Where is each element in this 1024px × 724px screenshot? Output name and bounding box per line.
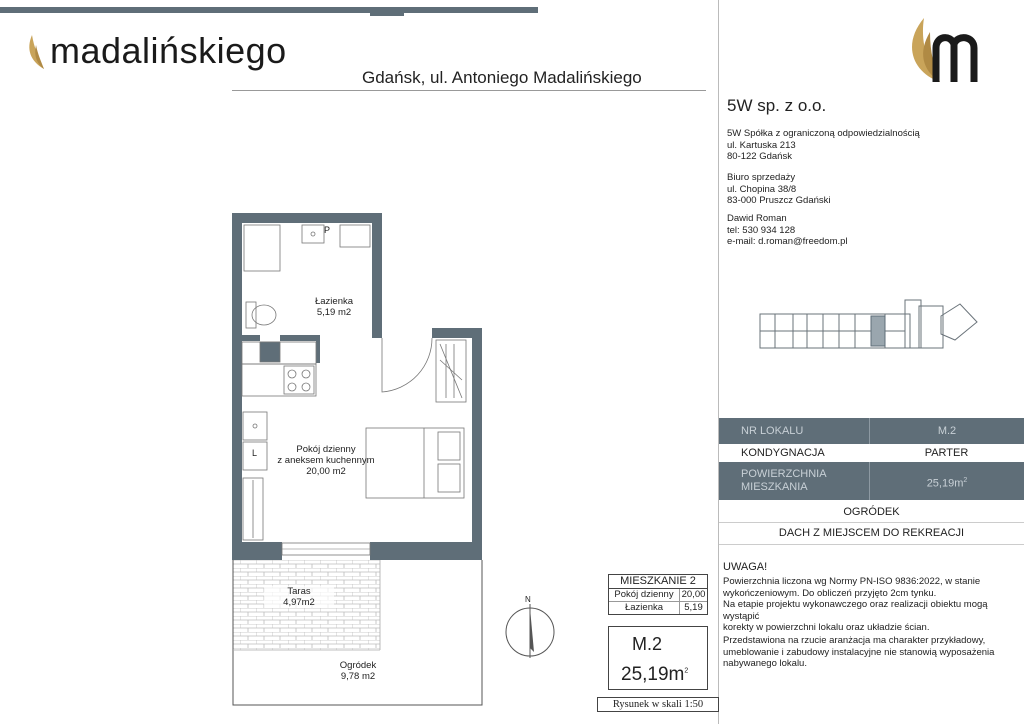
sales-office (727, 172, 831, 207)
wardrobe (436, 340, 466, 402)
room-area: 20,00 m2 (306, 466, 346, 477)
room-name: Łazienka (609, 602, 680, 614)
unit-number: M.2 (632, 634, 663, 654)
row-nr-lokalu (719, 418, 1024, 444)
notes-text (723, 576, 1018, 634)
note-line: korekty w powierzchni lokalu oraz układzie ścian. (723, 622, 930, 633)
powierzchnia-value (869, 462, 1024, 500)
room-name: Taras (287, 586, 311, 597)
room-name: Pokój dzienny (296, 444, 356, 455)
kitchen-fixtures (242, 342, 316, 540)
office-line: 83-000 Pruszcz Gdański (727, 195, 831, 206)
legal-line: ul. Kartuska 213 (727, 139, 796, 151)
living-room-label (268, 444, 384, 477)
arrangement-line: umeblowanie i zabudowy instalacyjne nie stanowią wyposażenia (723, 646, 995, 658)
garden-label (318, 660, 398, 682)
walls (232, 213, 482, 560)
company-name: 5W sp. z o.o. (727, 96, 827, 115)
l-label: L (252, 448, 258, 458)
company-logo-icon (904, 14, 994, 86)
contact-info (727, 213, 848, 248)
note-line: Na etapie projektu wykonawczego oraz realizacji obiektu mogą wystąpić (723, 599, 988, 622)
room-area: 5,19 (684, 602, 703, 613)
powierzchnia-label (719, 468, 869, 494)
room-name: Pokój dzienny (609, 589, 680, 601)
note-line: Powierzchnia liczona wg Normy PN-ISO 9836:2022, w stanie (723, 576, 981, 587)
powierzchnia-label-2: MIESZKANIA (741, 481, 808, 493)
note-line: wykończeniowym. Do obliczeń przyjęto 2cm tynku. (723, 587, 937, 599)
door-swing (382, 338, 432, 392)
powierzchnia-label-1: POWIERZCHNIA (741, 468, 827, 480)
legal-line: 80-122 Gdańsk (727, 151, 792, 162)
logo-text: madalińskiego (50, 30, 287, 71)
drawing-scale: Rysunek w skali 1:50 (597, 697, 719, 712)
powierzchnia-number: 25,19m (926, 477, 964, 490)
room-area: 20,00 (681, 589, 706, 600)
arrangement-line: Przedstawiona na rzucie aranżacja ma charakter przykładowy, (723, 635, 986, 646)
terrace-label (264, 586, 334, 608)
unit-area-sup: 2 (684, 667, 689, 675)
arrangement-line: nabywanego lokalu. (723, 658, 807, 669)
room-name: z aneksem kuchennym (277, 455, 375, 466)
p-label: P (324, 225, 331, 235)
nr-lokalu-value: M.2 (869, 418, 1024, 444)
building-key-plan (755, 296, 980, 354)
unit-area-number: 25,19m (621, 664, 685, 685)
project-address: Gdańsk, ul. Antoniego Madalińskiego (362, 68, 642, 87)
row-kondygnacja (719, 444, 1024, 463)
room-area: 4,97m2 (283, 597, 315, 608)
summary-title: MIESZKANIE 2 (609, 575, 707, 589)
contact-name: Dawid Roman (727, 213, 787, 224)
room-name: Ogródek (339, 660, 377, 671)
north-label: N (525, 595, 531, 604)
contact-email[interactable]: e-mail: d.roman@freedom.pl (727, 236, 848, 247)
notes-title: UWAGA! (723, 561, 768, 573)
kondygnacja-value: PARTER (924, 447, 969, 459)
row-powierzchnia (719, 462, 1024, 500)
room-name: Łazienka (314, 296, 354, 307)
room-area: 5,19 m2 (316, 307, 352, 318)
nr-lokalu-label: NR LOKALU (741, 425, 804, 437)
feature-ogrodek: OGRÓDEK (719, 502, 1024, 523)
kondygnacja-label: KONDYGNACJA (741, 447, 825, 459)
arrangement-note (723, 635, 1018, 670)
room-area: 9,78 m2 (340, 671, 376, 682)
highlighted-unit (871, 316, 885, 346)
feature-dach: DACH Z MIEJSCEM DO REKREACJI (719, 522, 1024, 545)
office-line: Biuro sprzedaży (727, 172, 796, 183)
legal-line: 5W Spółka z ograniczoną odpowiedzialnością (727, 128, 920, 139)
vertical-divider (718, 0, 719, 724)
powierzchnia-sup: 2 (963, 477, 968, 484)
contact-phone[interactable]: tel: 530 934 128 (727, 224, 796, 236)
bathroom-label (284, 296, 384, 318)
office-line: ul. Chopina 38/8 (727, 183, 797, 195)
company-legal (727, 128, 920, 163)
